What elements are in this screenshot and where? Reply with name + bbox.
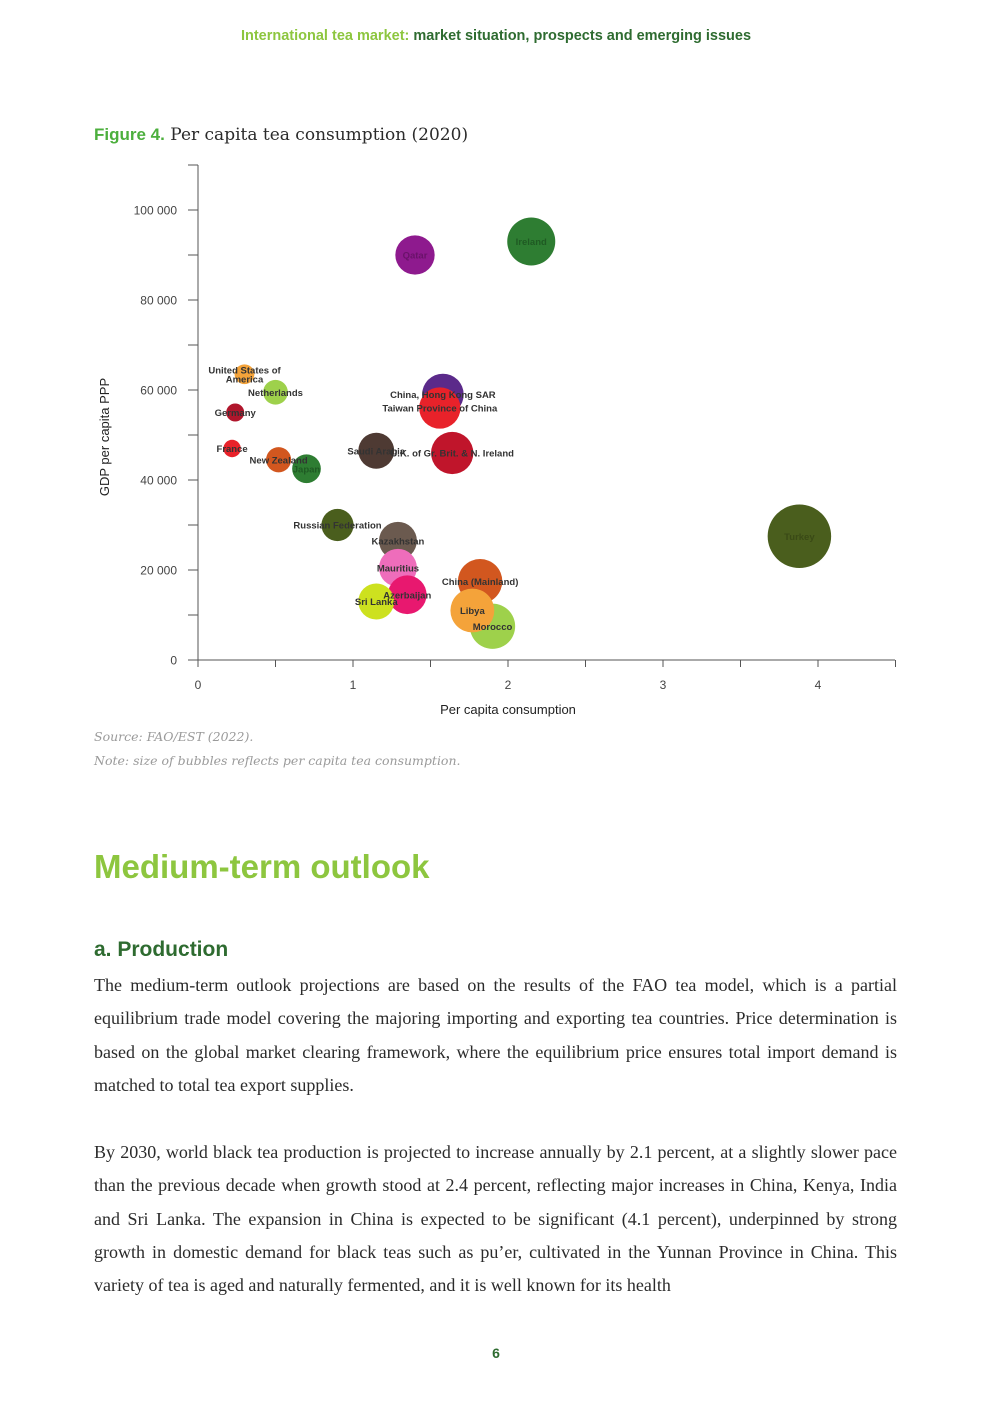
chart-bubbles (223, 217, 831, 648)
bubble-label: Mauritius (376, 563, 420, 575)
y-axis-title: GDP per capita PPP (97, 377, 112, 497)
bubble-label: United States of (208, 365, 281, 377)
bubble-label: Qatar (402, 250, 428, 262)
chart-labels (208, 237, 815, 633)
bubble-label: Sri Lanka (354, 597, 398, 608)
x-tick-label: 2 (504, 678, 512, 692)
bubble-label: America (225, 374, 264, 386)
bubble-label: France (216, 444, 248, 455)
bubble-label: Russian Federation (293, 520, 382, 532)
bubble-label: Netherlands (248, 387, 303, 399)
y-tick-label: 80 000 (140, 293, 177, 308)
bubble-label: Saudi Arabia (347, 446, 406, 458)
bubble-label: Japan (292, 464, 321, 476)
bubble-label: New Zealand (249, 455, 308, 467)
y-tick-label: 100 000 (133, 203, 177, 218)
y-tick-label: 20 000 (140, 563, 177, 578)
y-tick-label: 60 000 (140, 383, 177, 398)
bubble-label: China, Hong Kong SAR (390, 390, 496, 401)
bubble-label: Germany (214, 408, 256, 419)
paragraph-2: By 2030, world black tea production is projected to increase annually by 2.1 percent, at a slightly slower pace than the previous decade when growth stood at 2.4 percent, reflecting major increases in China, Kenya, India and Sri Lanka. The expansion in China is expected to be significant (4.1 percent), underpinned by strong growth in domestic demand for black teas such as pu’er, cultivated in the Yunnan Province in China. This variety of tea is aged and naturally fermented, and it is well known for its health (94, 1142, 897, 1296)
running-head-title: International tea market: (240, 28, 410, 44)
x-tick-label: 3 (659, 678, 667, 692)
bubble-label: Kazakhstan (371, 536, 425, 548)
x-tick-label: 1 (349, 678, 357, 692)
subsection-title: a. Production (94, 938, 229, 961)
figure-label: Figure 4. (94, 125, 165, 144)
y-tick-label: 40 000 (140, 473, 177, 488)
bubble-label: Ireland (515, 237, 547, 248)
bubble-label: Turkey (784, 531, 815, 543)
running-head-subtitle: market situation, prospects and emerging issues (413, 28, 752, 44)
x-tick-label: 4 (814, 678, 822, 692)
paragraph-1: The medium-term outlook projections are based on the results of the FAO tea model, which is a partial equilibrium trade model covering the majoring importing and exporting tea countries. Price determination is based on the global market clearing framework, where the equilibrium price ensures total import demand is matched to total tea export supplies. (94, 975, 897, 1095)
bubble-label: China (Mainland) (441, 576, 519, 588)
bubble-label: Libya (459, 606, 485, 617)
x-axis-title: Per capita consumption (440, 702, 576, 717)
bubble-label: Morocco (472, 621, 513, 633)
bubble-label: Taiwan Province of China (382, 403, 498, 415)
x-tick-label: 0 (194, 678, 202, 692)
figure-caption-text: Per capita tea consumption (2020) (170, 125, 469, 145)
bubble-label: U.K. of Gr. Brit. & N. Ireland (390, 448, 514, 460)
figure-note: Note: size of bubbles reflects per capita tea consumption. (94, 753, 461, 768)
figure-source: Source: FAO/EST (2022). (94, 729, 254, 744)
bubble-label: Azerbaijan (383, 590, 432, 602)
section-title: Medium-term outlook (94, 848, 430, 885)
page-number: 6 (492, 1345, 500, 1361)
y-tick-label: 0 (170, 653, 177, 668)
